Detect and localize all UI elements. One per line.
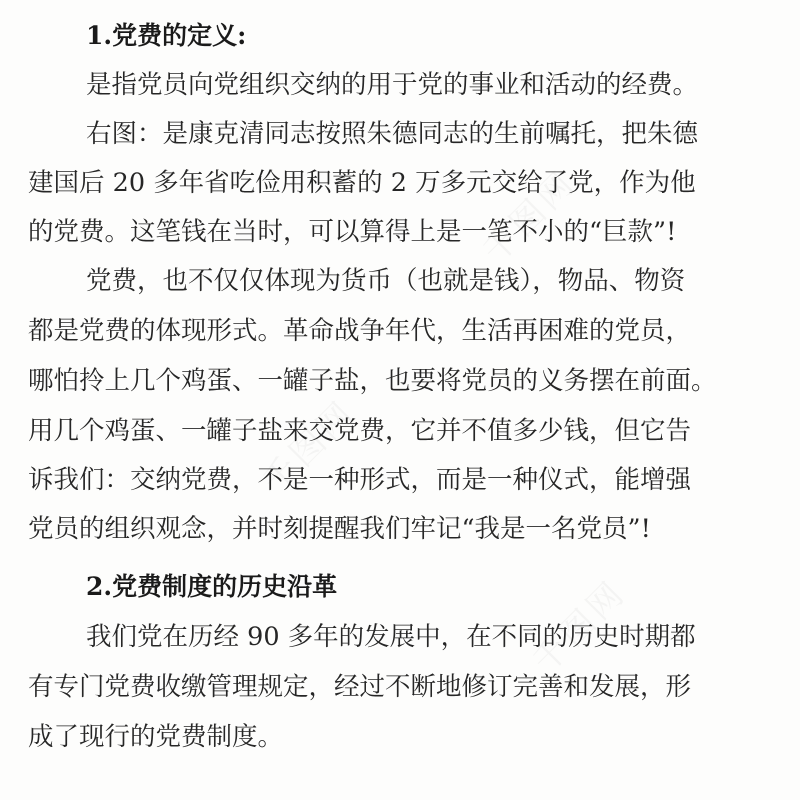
paragraph-line: 哪怕拎上几个鸡蛋、一罐子盐，也要将党员的义务摆在前面。 [28, 366, 717, 396]
watermark: 千图网 [525, 572, 634, 682]
paragraph-line: 我们党在历经 90 多年的发展中，在不同的历史时期都 [86, 622, 696, 652]
paragraph-line: 诉我们：交纳党费，不是一种形式，而是一种仪式，能增强 [28, 465, 692, 495]
paragraph-line: 有专门党费收缴管理规定，经过不断地修订完善和发展，形 [28, 672, 692, 702]
watermark: 千图网 [475, 162, 584, 272]
paragraph-line: 用几个鸡蛋、一罐子盐来交党费，它并不值多少钱，但它告 [28, 416, 692, 446]
paragraph-line: 是指党员向党组织交纳的用于党的事业和活动的经费。 [86, 70, 699, 100]
paragraph-line: 都是党费的体现形式。革命战争年代，生活再困难的党员， [28, 316, 692, 346]
paragraph-line: 党员的组织观念，并时刻提醒我们牢记“我是一名党员”! [28, 514, 651, 544]
paragraph-line: 党费，也不仅仅体现为货币（也就是钱），物品、物资 [86, 266, 686, 296]
section-heading-history: 2.党费制度的历史沿革 [86, 572, 338, 601]
paragraph-line: 的党费。这笔钱在当时，可以算得上是一笔不小的“巨款”! [28, 217, 677, 247]
watermark: 千图网 [255, 392, 364, 502]
paragraph-line: 建国后 20 多年省吃俭用积蓄的 2 万多元交给了党，作为他 [28, 168, 696, 198]
section-heading-definition: 1.党费的定义: [86, 21, 247, 50]
paragraph-line: 右图：是康克清同志按照朱德同志的生前嘱托，把朱德 [86, 119, 699, 149]
paragraph-line: 成了现行的党费制度。 [28, 722, 284, 752]
